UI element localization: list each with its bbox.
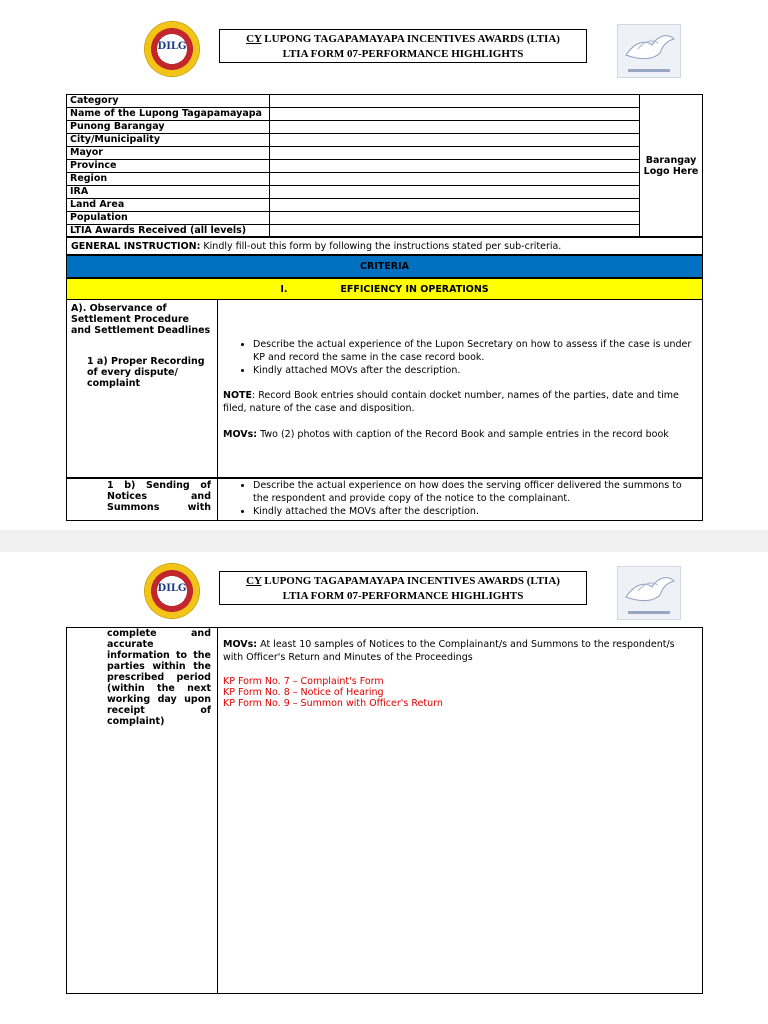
info-label-punong-barangay: Punong Barangay — [67, 121, 270, 134]
kp-forms-list — [223, 676, 694, 709]
info-value-ira[interactable] — [270, 186, 640, 199]
criteria-header: CRITERIA — [66, 255, 703, 278]
info-label-ira: IRA — [67, 186, 270, 199]
criterion-b-title-part2: complete and accurate information to the parties within the prescribed period (within the next working day upon receipt of complaint) — [107, 628, 211, 727]
criterion-a1-title: 1 a) Proper Recording of every dispute/ complaint — [87, 356, 205, 389]
ltia-dove-logo-icon — [617, 24, 681, 78]
title-line1: LUPONG TAGAPAMAYAPA INCENTIVES AWARDS (LTIA) — [261, 33, 560, 45]
info-label-province: Province — [67, 160, 270, 173]
info-value-region[interactable] — [270, 173, 640, 186]
criterion-a-label-cell — [67, 300, 218, 477]
info-label-region: Region — [67, 173, 270, 186]
page-separator — [0, 530, 768, 552]
title-line2: LTIA FORM 07-PERFORMANCE HIGHLIGHTS — [282, 590, 524, 602]
criterion-b-bullets — [223, 479, 694, 518]
criterion-a-note: NOTE: Record Book entries should contain docket number, names of the parties, date and time filed, nature of the case and disposition. — [223, 390, 679, 414]
criterion-b-title-part1: 1 b) Sending of Notices and Summons with — [107, 480, 211, 513]
title-line2: LTIA FORM 07-PERFORMANCE HIGHLIGHTS — [282, 48, 524, 60]
criterion-a-description-cell[interactable] — [218, 300, 702, 477]
criterion-a-row — [66, 299, 703, 478]
list-item: • Kindly attached the MOVs after the description. — [253, 505, 694, 518]
info-value-mayor[interactable] — [270, 147, 640, 160]
list-item: • Describe the actual experience of the Lupon Secretary on how to assess if the case is under KP and record the same in the case record book. — [253, 338, 694, 364]
title-cy: CY — [246, 33, 262, 45]
form-title-box — [219, 571, 587, 605]
ltia-dove-logo-icon — [617, 566, 681, 620]
section-efficiency-header: I. EFFICIENCY IN OPERATIONS — [66, 278, 703, 300]
criterion-b-row-part2 — [66, 627, 703, 994]
info-value-city[interactable] — [270, 134, 640, 147]
list-item: • Kindly attached MOVs after the description. — [253, 364, 694, 377]
info-value-lupon-name[interactable] — [270, 108, 640, 121]
criterion-a-bullets — [223, 338, 694, 377]
criterion-b-row-part1 — [66, 478, 703, 521]
criterion-b-description-cell[interactable] — [218, 479, 702, 520]
info-label-mayor: Mayor — [67, 147, 270, 160]
info-value-population[interactable] — [270, 212, 640, 225]
info-label-category: Category — [67, 95, 270, 108]
general-instruction: GENERAL INSTRUCTION: Kindly fill-out this form by following the instructions stated per sub-criteria. — [66, 236, 703, 255]
info-label-awards: LTIA Awards Received (all levels) — [67, 225, 270, 238]
info-value-category[interactable] — [270, 95, 640, 108]
info-label-land-area: Land Area — [67, 199, 270, 212]
criterion-b-label-cell-cont — [67, 628, 218, 993]
info-value-punong-barangay[interactable] — [270, 121, 640, 134]
title-cy: CY — [246, 575, 262, 587]
info-value-province[interactable] — [270, 160, 640, 173]
criterion-a-title: A). Observance of Settlement Procedure and Settlement Deadlines — [71, 303, 211, 336]
criterion-b-movs-cell[interactable] — [218, 628, 702, 993]
criterion-b-label-cell — [67, 479, 218, 520]
form-title-box — [219, 29, 587, 63]
criterion-b-movs: MOVs: At least 10 samples of Notices to the Complainant/s and Summons to the respondent/s with Officer's Return and Minutes of the Proceedings — [223, 639, 675, 663]
criterion-a-movs: MOVs: Two (2) photos with caption of the Record Book and sample entries in the record book — [223, 429, 669, 440]
kp-form-item: KP Form No. 9 – Summon with Officer's Return — [223, 698, 443, 709]
kp-form-item: KP Form No. 7 – Complaint's Form — [223, 676, 384, 687]
kp-form-item: KP Form No. 8 – Notice of Hearing — [223, 687, 384, 698]
info-label-city: City/Municipality — [67, 134, 270, 147]
info-label-population: Population — [67, 212, 270, 225]
dilg-seal-icon: DILG — [145, 22, 199, 76]
barangay-info-table — [66, 94, 703, 238]
info-value-land-area[interactable] — [270, 199, 640, 212]
title-line1: LUPONG TAGAPAMAYAPA INCENTIVES AWARDS (LTIA) — [261, 575, 560, 587]
info-label-lupon-name: Name of the Lupong Tagapamayapa — [67, 108, 270, 121]
dilg-seal-icon: DILG — [145, 564, 199, 618]
barangay-logo-placeholder[interactable]: Barangay Logo Here — [640, 95, 703, 238]
list-item: • Describe the actual experience on how does the serving officer delivered the summons to the respondent and provide copy of the notice to the complainant. — [253, 479, 694, 505]
